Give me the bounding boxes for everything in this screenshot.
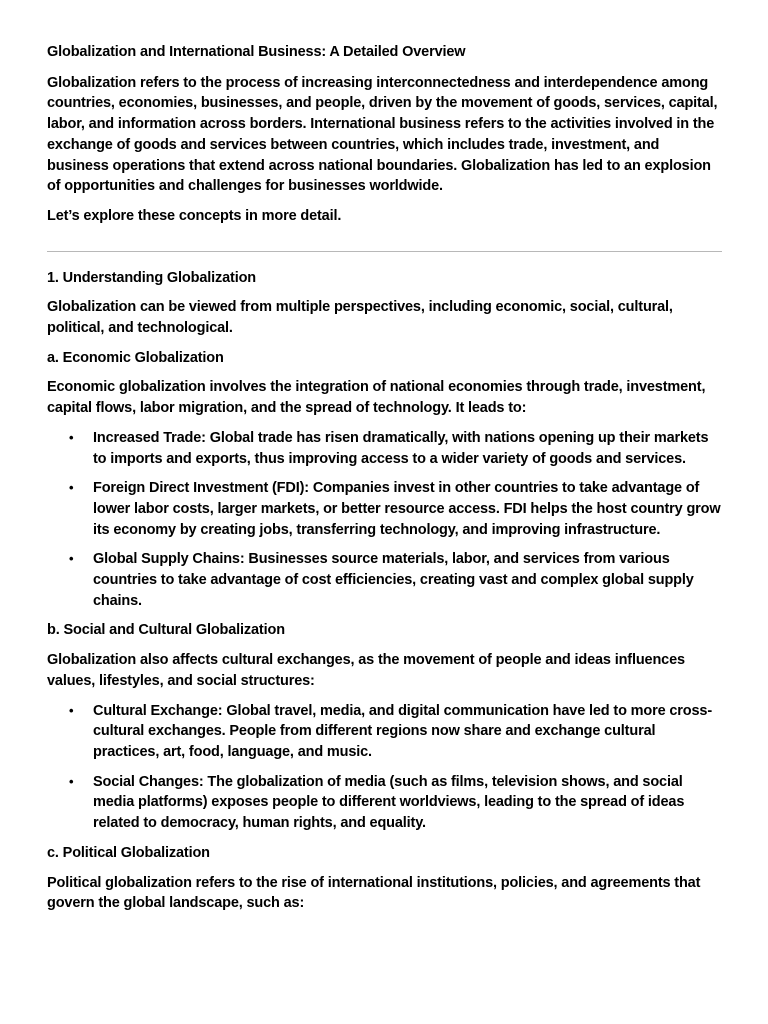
list-item: [47, 701, 722, 763]
subsection-heading-social: b. Social and Cultural Globalization: [47, 622, 285, 639]
social-bullet-list: [47, 701, 722, 834]
list-item: [47, 549, 722, 611]
bullet-icon: •: [69, 480, 74, 496]
list-item-text: Increased Trade: Global trade has risen dramatically, with nations opening up their markets to imports and exports, thus improving access to a wider variety of goods and services.: [93, 429, 709, 467]
bullet-icon: •: [69, 429, 74, 445]
bullet-icon: •: [69, 551, 74, 567]
bullet-icon: •: [69, 773, 74, 789]
economic-bullet-list: [47, 428, 722, 612]
section-intro: Globalization can be viewed from multiple perspectives, including economic, social, cultural, political, and technological.: [47, 299, 673, 337]
subsection-intro-economic: Economic globalization involves the integration of national economies through trade, investment, capital flows, labor migration, and the spread of technology. It leads to:: [47, 379, 706, 417]
subsection-heading-political: c. Political Globalization: [47, 844, 210, 861]
subsection-heading-economic: a. Economic Globalization: [47, 349, 224, 366]
bullet-icon: •: [69, 702, 74, 718]
list-item-text: Cultural Exchange: Global travel, media, and digital communication have led to more cross-cultural exchanges. People from different regions now share and exchange cultural practices, art, food, language, and music.: [93, 702, 713, 760]
subsection-intro-social: Globalization also affects cultural exchanges, as the movement of people and ideas influences values, lifestyles, and social structures:: [47, 652, 685, 689]
list-item-text: Global Supply Chains: Businesses source materials, labor, and services from various countries to take advantage of cost efficiencies, creating vast and complex global supply chains.: [93, 551, 694, 609]
list-item: [47, 428, 722, 469]
list-item-text: Social Changes: The globalization of media (such as films, television shows, and social media platforms) exposes people to different worldviews, leading to the spread of ideas related to democracy, human rights, and equality.: [93, 773, 685, 832]
list-item-text: Foreign Direct Investment (FDI): Companies invest in other countries to take advantage of lower labor costs, larger markets, or better resource access. FDI helps the host country grow its economy by creating jobs, transferring technology, and improving infrastructure.: [93, 480, 721, 538]
lead-paragraph: Let’s explore these concepts in more detail.: [47, 207, 342, 224]
document-title: Globalization and International Business: A Detailed Overview: [47, 44, 466, 60]
section-heading: 1. Understanding Globalization: [47, 269, 256, 286]
intro-paragraph: Globalization refers to the process of increasing interconnectedness and interdependence among countries, economies, businesses, and people, driven by the movement of goods, services, capital, labor, and information across borders. International business refers to the activities involved in the exchange of goods and services between countries, which includes trade, investment, and business operations that extend across national boundaries. Globalization has led to an explosion of opportunities and challenges for businesses worldwide.: [47, 74, 718, 195]
section-divider: [47, 251, 722, 252]
subsection-intro-political: Political globalization refers to the rise of international institutions, policies, and agreements that govern the global landscape, such as:: [47, 874, 701, 912]
list-item: [47, 772, 722, 834]
list-item: [47, 478, 722, 540]
